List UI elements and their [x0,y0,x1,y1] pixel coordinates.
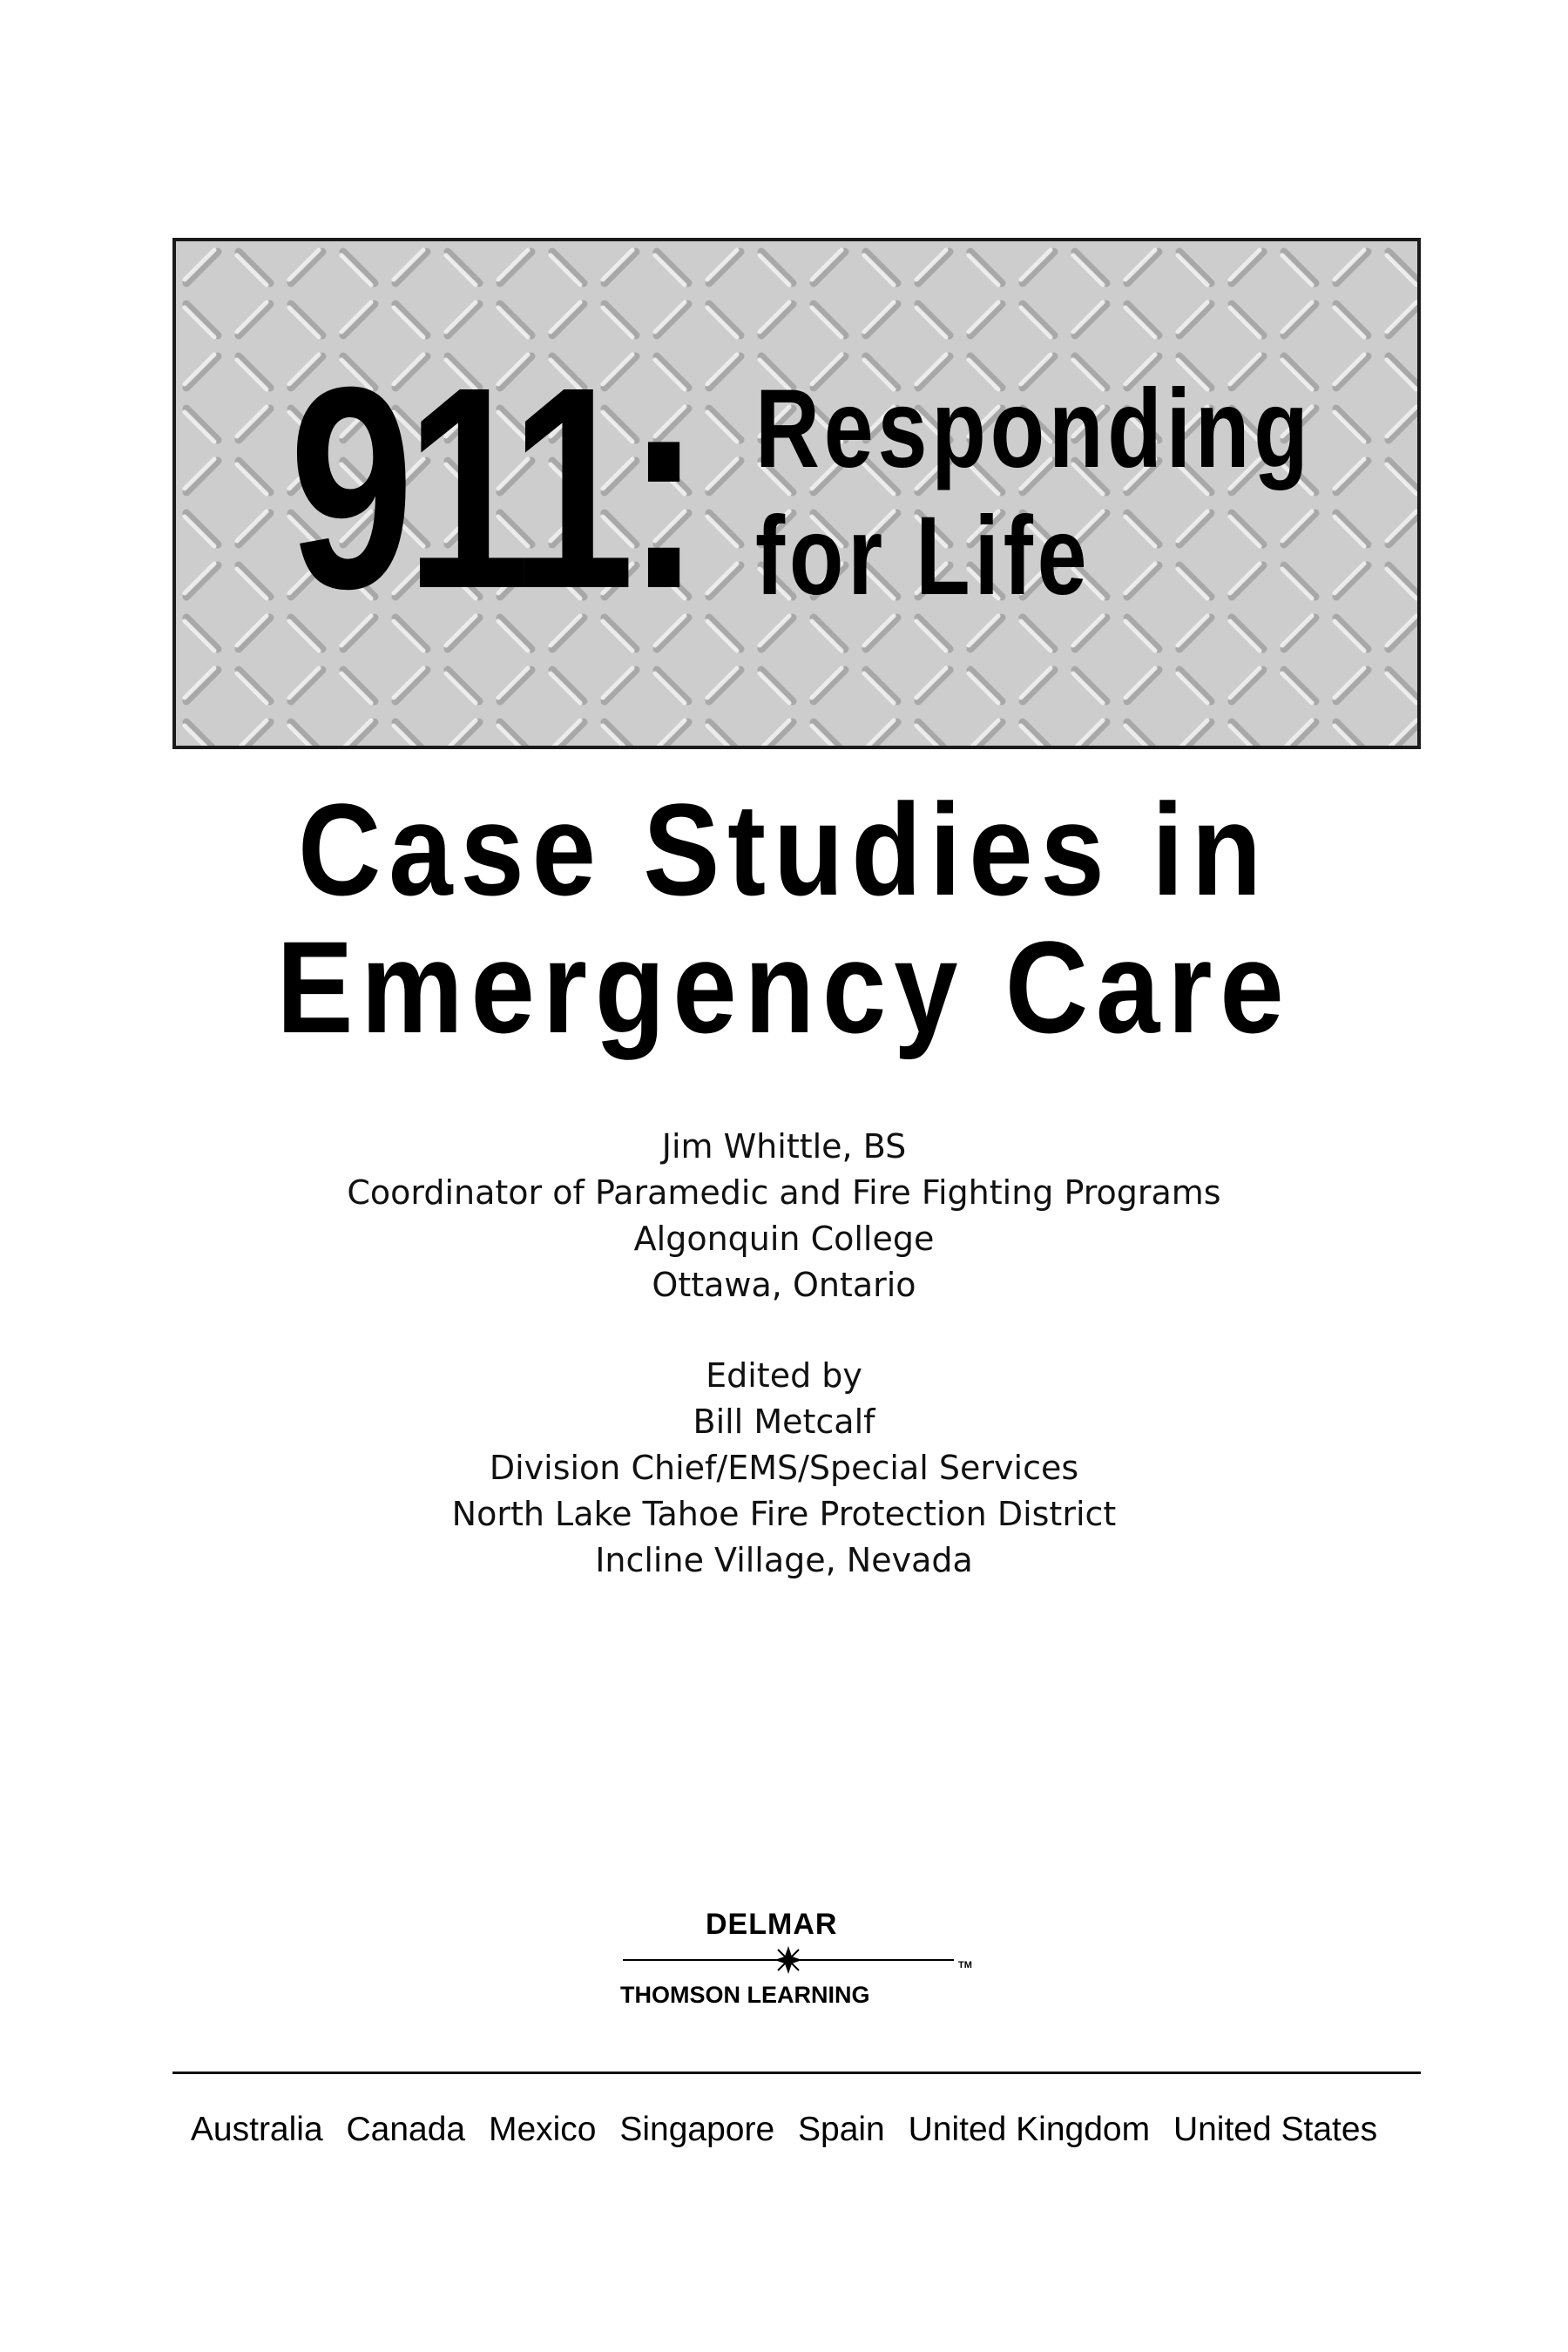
editor-block [0,1353,1568,1584]
book-title-line2 [0,914,1568,1060]
author-location: Ottawa, Ontario [652,1266,916,1304]
banner-subtitle-line1: Responding [755,367,1313,491]
country-item: Australia [190,2111,323,2148]
trademark-mark: TM [958,1960,972,1970]
editor-location: Incline Village, Nevada [595,1541,973,1579]
country-item: United States [1173,2111,1378,2148]
banner-number: 911: [289,327,693,648]
publisher-logo [610,1908,976,2017]
editor-organization: North Lake Tahoe Fire Protection District [451,1495,1117,1533]
compass-star-icon [610,1943,958,1977]
countries-list [0,2111,1568,2149]
banner-subtitle-line2: for Life [755,494,1092,618]
publisher-name-bottom: THOMSON LEARNING [620,1982,870,2008]
author-block [0,1124,1568,1308]
editor-name: Bill Metcalf [693,1402,875,1441]
country-item: Mexico [488,2111,597,2148]
title-banner [172,238,1421,749]
country-item: Canada [346,2111,466,2148]
author-institution: Algonquin College [633,1220,935,1258]
editor-label: Edited by [706,1356,862,1395]
book-title-line1-text: Case Studies in [298,776,1270,923]
author-name: Jim Whittle, BS [661,1127,907,1166]
divider-rule [172,2072,1421,2074]
book-title-line1 [0,776,1568,923]
author-position: Coordinator of Paramedic and Fire Fighting Programs [347,1173,1221,1212]
book-title-line2-text: Emergency Care [276,914,1292,1060]
country-item: United Kingdom [908,2111,1151,2148]
country-item: Singapore [619,2111,775,2148]
publisher-name-top: DELMAR [706,1908,838,1941]
country-item: Spain [798,2111,885,2148]
editor-position: Division Chief/EMS/Special Services [489,1449,1079,1487]
